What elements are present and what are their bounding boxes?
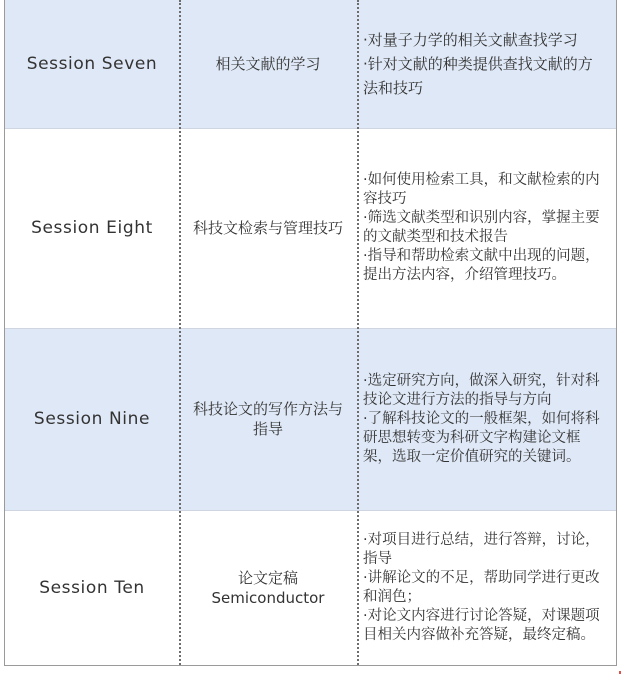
table-row: [5, 128, 616, 328]
row-divider: [5, 328, 616, 329]
details-cell: [357, 328, 616, 510]
details-cell: [357, 0, 616, 128]
row-divider: [5, 510, 616, 511]
details-list: [363, 372, 602, 467]
list-item: ·了解科技论文的一般框架，如何将科研思想转变为科研文字构建论文框架，选取一定价值研究的关键词。: [363, 410, 600, 465]
list-item: ·对项目进行总结，进行答辩，讨论，指导: [363, 531, 600, 567]
session-label: Session Ten: [39, 577, 145, 598]
list-item: ·对量子力学的相关文献查找学习: [363, 31, 578, 49]
list-item: ·选定研究方向，做深入研究，针对科技论文进行方法的指导与方向: [363, 372, 600, 408]
session-label: Session Seven: [26, 54, 158, 74]
details-list: [363, 531, 602, 645]
session-table: [4, 0, 617, 666]
topic-label: 论文定稿 Semiconductor: [211, 568, 325, 607]
list-item: ·对论文内容进行讨论答疑，对课题项目相关内容做补充答疑，最终定稿。: [363, 607, 600, 643]
details-list: [363, 171, 602, 285]
table-row: [5, 0, 616, 128]
details-cell: [357, 128, 616, 328]
session-label: Session Eight: [31, 218, 153, 238]
list-item: ·针对文献的种类提供查找文献的方法和技巧: [363, 55, 593, 97]
session-label: Session Nine: [33, 409, 151, 429]
topic-label: 相关文献的学习: [215, 55, 321, 73]
list-item: ·筛选文献类型和识别内容，掌握主要的文献类型和技术报告: [363, 210, 600, 245]
details-cell: [357, 510, 616, 665]
topic-label: 科技文检索与管理技巧: [192, 219, 343, 237]
column-divider: [357, 0, 359, 665]
table-row: [5, 328, 616, 510]
topic-label: 科技论文的写作方法与指导: [192, 400, 343, 438]
list-item: ·指导和帮助检索文献中出现的问题，提出方法内容，介绍管理技巧。: [363, 248, 600, 283]
list-item: ·如何使用检索工具，和文献检索的内容技巧: [363, 172, 600, 207]
table-row: [5, 510, 616, 665]
list-item: ·讲解论文的不足，帮助同学进行更改和润色；: [363, 569, 600, 605]
details-list: [363, 28, 602, 100]
row-divider: [5, 128, 616, 129]
column-divider: [179, 0, 181, 665]
